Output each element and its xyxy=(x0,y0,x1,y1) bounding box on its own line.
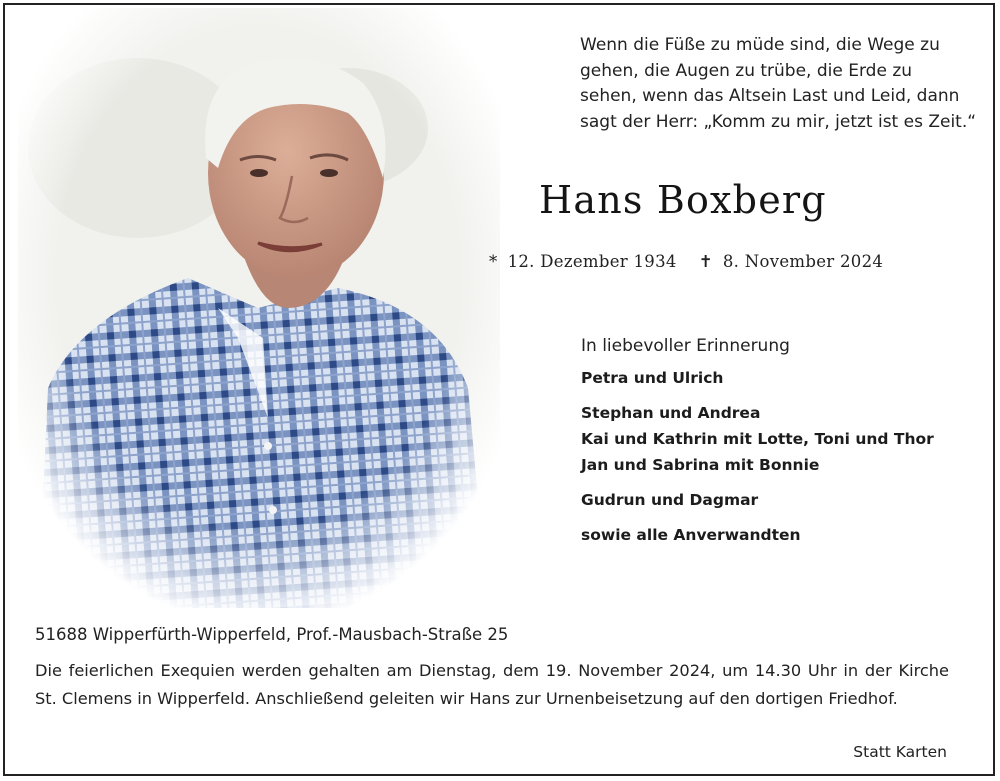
service-details: Die feierlichen Exequien werden gehalten am Dienstag, dem 19. November 2024, um 14.30 Uhr in der Kirche St. Clemens in Wipperfeld. Anschließend geleiten wir Hans zur Urnenbeisetzung auf den dortigen Friedhof. xyxy=(35,661,949,708)
memorial-verse xyxy=(580,33,980,135)
mourner-line: Gudrun und Dagmar xyxy=(581,491,759,509)
death-cross-icon: ✝ xyxy=(698,252,713,271)
mourner-group xyxy=(581,522,981,548)
mourner-group xyxy=(581,487,981,513)
birth-date: 12. Dezember 1934 xyxy=(507,252,677,271)
verse-line: Wenn die Füße zu müde sind, die Wege zu xyxy=(580,35,940,55)
verse-line: sagt der Herr: „Komm zu mir, jetzt ist es Zeit.“ xyxy=(580,111,977,132)
mourner-group xyxy=(581,365,981,391)
death-date: 8. November 2024 xyxy=(722,252,884,271)
mourning-address: 51688 Wipperfürth-Wipperfeld, Prof.-Mausbach-Straße 25 xyxy=(35,625,509,644)
mourners-list xyxy=(581,336,981,557)
verse-line: sehen, wenn das Altsein Last und Leid, dann xyxy=(580,86,960,106)
life-dates xyxy=(489,252,883,271)
deceased-name: Hans Boxberg xyxy=(539,178,827,222)
portrait-photo xyxy=(18,8,500,608)
mourner-line: Kai und Kathrin mit Lotte, Toni und Thor xyxy=(581,430,934,448)
birth-star-icon: * xyxy=(489,252,498,271)
statt-karten-note: Statt Karten xyxy=(853,743,947,761)
mourner-line: Stephan und Andrea xyxy=(581,404,761,422)
mourner-group xyxy=(581,400,981,478)
mourners-intro: In liebevoller Erinnerung xyxy=(581,336,790,356)
verse-line: gehen, die Augen zu trübe, die Erde zu xyxy=(580,60,913,81)
mourner-line: Jan und Sabrina mit Bonnie xyxy=(581,456,820,474)
mourner-line: Petra und Ulrich xyxy=(581,369,724,387)
mourner-line: sowie alle Anverwandten xyxy=(581,526,801,544)
